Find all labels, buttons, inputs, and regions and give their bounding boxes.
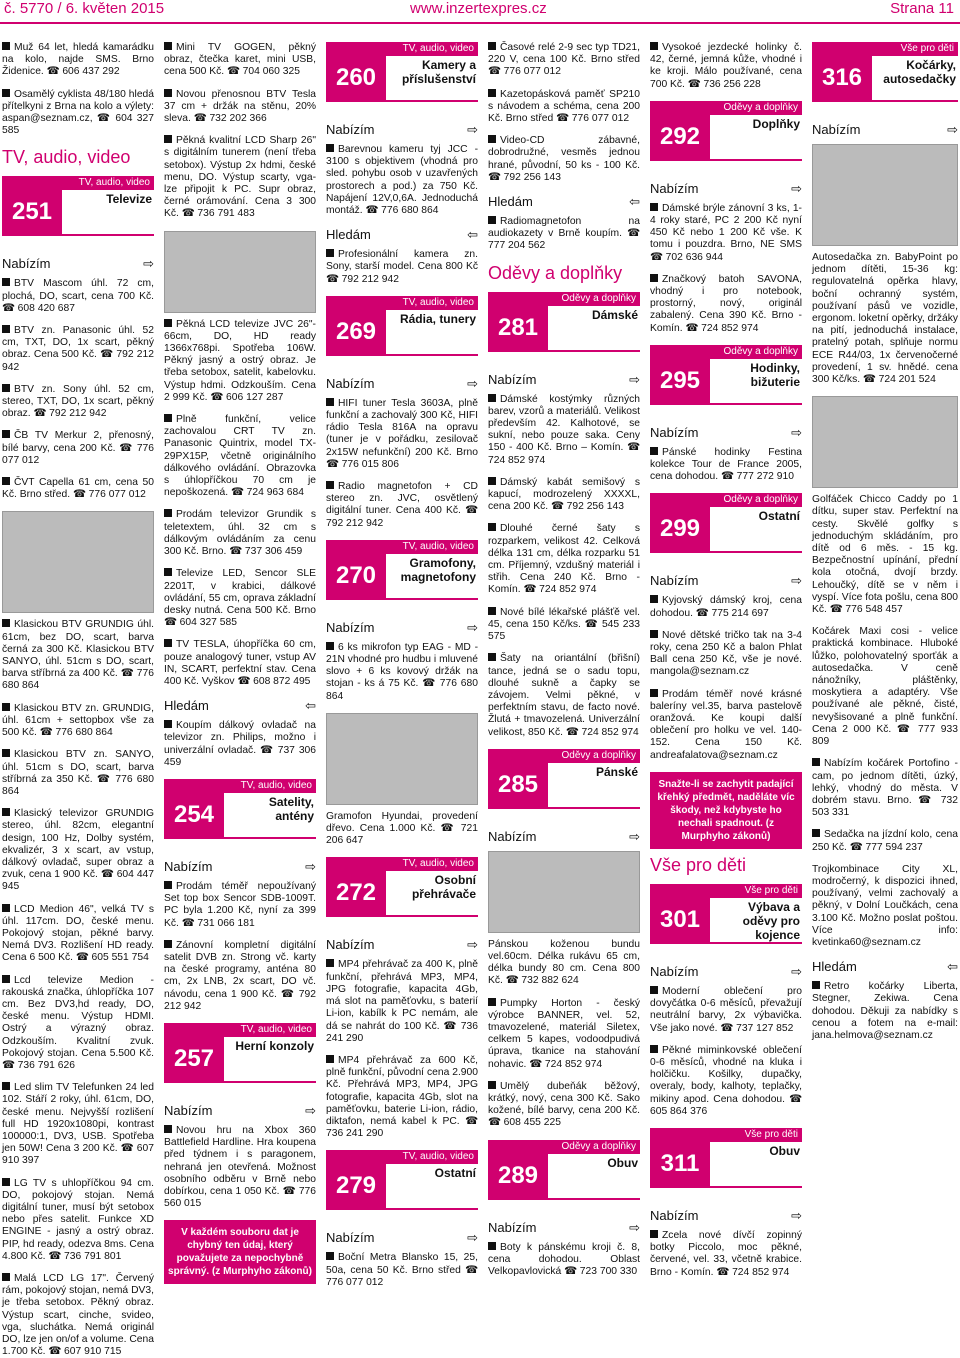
- ad: Klasickou BTV GRUNDIG úhl. 61cm, bez DO, scart, barva černá za 300 Kč. Klasickou BTV SANYO, úhl. 51cm s DO, scart, barva stříbrná za 400 Kč. ☎ 776 680 864: [2, 619, 154, 692]
- ad: Osamělý cyklista 48/180 hledá přítelkyni z Brna na kolo a výlety: aspan@seznam.cz, ☎ 604 327 585: [2, 88, 154, 137]
- ad: Plně funkční, velice zachovalou CRT TV zn. Panasonic Quintrix, model TX-29PX15P, včetně originálního dálkového ovládání. Obrazovka s úhlopříčkou 70 cm je nepoškozená. ☎ 724 963 684: [164, 414, 316, 499]
- offer-label: Nabízím ⇨: [488, 1219, 640, 1235]
- arrow-icon: ⇨: [791, 963, 802, 979]
- ad: ČVT Capella 61 cm, cena 50 Kč. Brno střed. ☎ 776 077 012: [2, 477, 154, 501]
- tv-photo: [164, 231, 316, 313]
- ad: Trojkombinace City XL, modročerný, k dispozici ihned, používaný, velmi zachovalý a pěkný, v Dolní Loučkách, cena 3.100 Kč. Možno poslat poštou. Více info: kvetinka60@seznam.cz: [812, 863, 958, 948]
- arrow-icon: ⇨: [629, 371, 640, 387]
- column-4: [488, 42, 640, 1324]
- ad: Klasický televizor GRUNDIG stereo, úhl. 82cm, elegantní design, 100 Hz, Dolby systém, ekvalizér, 3 x scart, av vstup, dálkový ovladač, super obraz a zvuk, cena 1 900 Kč. ☎ 604 447 945: [2, 808, 154, 893]
- ad: Zánovní kompletní digitální satelit DVB zn. Strong vč. karty na české programy, anténa 80 cm, 2x LNB, 2x scart, DO vč. návodu, cena 1 900 Kč. ☎ 792 212 942: [164, 939, 316, 1012]
- ad: Pěkná kvalitní LCD Sharp 26" s digitálním tunerem (není třeba setobox). Výstup 2x hdmi, české menu, DO. Výstup scarty, vga-lze připojit k PC. Supr obraz, černé orámování. Cena 3 300 Kč. ☎ 736 791 483: [164, 135, 316, 220]
- stroller-photo: [812, 396, 958, 488]
- ad: Video-CD zábavné, dobrodružné, vesměs jednou hrané, původní, 50 ks - 100 Kč. ☎ 792 256 143: [488, 135, 640, 183]
- arrow-icon: ⇨: [791, 424, 802, 440]
- offer-label: Nabízím ⇨: [650, 573, 802, 589]
- issue-label: č. 5770 / 6. květen 2015: [4, 0, 165, 17]
- tv-photo: [2, 511, 154, 613]
- ad: Malá LCD LG 17". Červený rám, pokojový stojan, nemá DV3, je třeba setobox. Pěkný obraz. Výstup scart, cinche, svideo, vga, sluchátka. Nemá originál DO, lze jen on/of a volume. Cena 1.700 Kč. ☎ 607 910 715: [2, 1273, 154, 1358]
- ad: Boty k pánskému kroji č. 8, cena dohodou. Oblast Velkopavlovická ☎ 723 700 330: [488, 1241, 640, 1277]
- offer-label: Nabízím ⇨: [812, 122, 958, 137]
- arrow-icon: ⇨: [629, 1219, 640, 1235]
- rubric-299: Oděvy a doplňky 299 Ostatní: [650, 493, 802, 565]
- arrow-icon: ⇨: [629, 828, 640, 844]
- offer-label: Nabízím ⇨: [326, 619, 478, 635]
- ad: Radio magnetofon + CD stereo zn. JVC, osvětlený digitální tuner. Cena 400 Kč. ☎ 792 212 942: [326, 481, 478, 529]
- seek-label: Hledám ⇦: [164, 698, 316, 714]
- rubric-316: Vše pro děti 316 Kočárky, autosedačky: [812, 42, 958, 114]
- arrow-icon: ⇦: [629, 194, 640, 210]
- ad: Autosedačka zn. BabyPoint po jednom dítěti, 15-36 kg: regulovatelná opěrka hlavy, boční ochranný systém, používaní pásů ve vozidle, ergonom. loketní opěrky, držáky na pití, jednoduchá instalace, pratelný potah, splňuje normu ECE R44/03, 1x červenočerné provedení, 1 sv. hnědé. cena 300 Kč/ks. ☎ 724 201 524: [812, 252, 958, 386]
- arrow-icon: ⇨: [467, 937, 478, 953]
- ad: Radiomagnetofon na audiokazety v Brně koupím. ☎ 777 204 562: [488, 216, 640, 252]
- ad: BTV zn. Panasonic úhl. 52 cm, TXT, DO, 1x scart, pěkný obraz. Cena 500 Kč. ☎ 792 212 942: [2, 325, 154, 373]
- ad: LG TV s uhlopříčkou 94 cm. DO, pokojový stojan. Nemá digitální tuner, musí být setobox nebo přes satelit. Funkce XD ENGINE - jasný a ostrý obraz. PIP, hd ready, odezva 8ms. Cena 4.800 Kč. ☎ 736 791 801: [2, 1177, 154, 1262]
- seek-label: Hledám ⇦: [812, 959, 958, 975]
- page-header: [0, 0, 960, 24]
- arrow-icon: ⇨: [305, 1102, 316, 1118]
- ad: Nové bílé lékařské plášťě vel. 45, cena 150 Kč/ks. ☎ 545 233 575: [488, 606, 640, 643]
- ad: Sedačka na jízdní kolo, cena 250 Kč. ☎ 777 594 237: [812, 829, 958, 853]
- rubric-285: Oděvy a doplňky 285 Pánské: [488, 749, 640, 821]
- rubric-257: TV, audio, video 257 Herní konzoly: [164, 1023, 316, 1095]
- ad: Prodám téměř nové krásné baleríny vel.35, barva pastelově oranžová. Ke koupi další oblečení pro holku ve vel. 140-152. Cena 150 Kč. andreafalatova@seznam.cz: [650, 688, 802, 761]
- offer-label: Nabízím ⇨: [326, 1230, 478, 1246]
- arrow-icon: ⇦: [305, 698, 316, 714]
- rubric-270: TV, audio, video 270 Gramofony, magnetofony: [326, 540, 478, 612]
- column-3: [326, 42, 478, 1324]
- ad: HIFI tuner Tesla 3603A, plně funkční a zachovalý 300 Kč, HIFI rádio Tesla 816A na opravu (tuner je v pořádku, zesilovač 2x15W nefunkční) 200 Kč. Brno ☎ 776 015 806: [326, 397, 478, 470]
- offer-label: Nabízím ⇨: [650, 1207, 802, 1223]
- ad: Novou hru na Xbox 360 Battlefield Hardline. Hra koupena před týdnem i s paragonem, nehraná jen otevřená. Možnost osobního odběru v Brně nebo dobírkou, cena 1 050 Kč. ☎ 776 560 015: [164, 1124, 316, 1210]
- website-label: www.inzertexpres.cz: [410, 0, 547, 17]
- ad: Klasickou BTV zn. GRUNDIG, úhl. 61cm + settopbox vše za 500 Kč. ☎ 776 680 864: [2, 702, 154, 739]
- ad: TV TESLA, úhopříčka 60 cm, pouze analogový tuner, vstup AV IN, SCART, perfektní stav. Cena 400 Kč. Vyškov ☎ 608 872 495: [164, 639, 316, 687]
- arrow-icon: ⇦: [947, 959, 958, 975]
- ad: Klasickou BTV zn. SANYO, úhl. 51cm s DO, scart, barva stříbrná za 350 Kč. ☎ 776 680 864: [2, 749, 154, 797]
- offer-label: Nabízím ⇨: [326, 375, 478, 391]
- rubric-281: Oděvy a doplňky 281 Dámské: [488, 292, 640, 364]
- ad: Pánskou koženou bundu vel.60cm. Délka rukávu 65 cm, délka bundy 80 cm. Cena 800 Kč. ☎ 732 882 624: [488, 938, 640, 987]
- offer-label: Nabízím ⇨: [2, 256, 154, 272]
- ad: MP4 přehrávač za 600 Kč, plně funkční, původní cena 2.900 Kč. Přehrává MP3, MP4, JPG fotografie, kapacita 4Gb, slot na paměťovku, baterie Li-ion, rádio, diktafon, nemá kabel k PC. ☎ 736 241 290: [326, 1054, 478, 1140]
- ad: Časové relé 2-9 sec typ TD21, 220 V, cena 100 Kč. Brno střed ☎ 776 077 012: [488, 42, 640, 78]
- ad: Pánské hodinky Festina kolekce Tour de France 2005, cena dohodou. ☎ 777 272 910: [650, 446, 802, 483]
- ad: Prodám televizor Grundik s teletextem, úhl. 32 cm s dálkovým ovládáním za cenu 300 Kč. Brno. ☎ 737 306 459: [164, 509, 316, 558]
- ad: LCD Medion 46", velká TV s úhl. 117cm. DO, české menu. Pokojový stojan, pěkné barvy. Nemá DV3. Rozlišení HD ready. Cena 6 500 Kč. ☎ 605 551 754: [2, 903, 154, 964]
- rubric-272: TV, audio, video 272 Osobní přehrávače: [326, 857, 478, 929]
- ad: BTV zn. Sony úhl. 52 cm, stereo, TXT, DO, 1x scart, pěkný obraz. ☎ 792 212 942: [2, 383, 154, 420]
- rubric-301: Vše pro děti 301 Výbava a oděvy pro kojence: [650, 884, 802, 956]
- ad: Gramofon Hyundai, provedení dřevo. Cena 1.000 Kč. ☎ 721 206 647: [326, 810, 478, 847]
- arrow-icon: ⇨: [143, 256, 154, 272]
- ad: Dámský kabát semišový s kapucí, modrozelený XXXXL, cena 200 Kč. ☎ 792 256 143: [488, 476, 640, 513]
- rubric-254: TV, audio, video 254 Satelity, antény: [164, 779, 316, 851]
- offer-label: Nabízím ⇨: [488, 371, 640, 387]
- rubric-279: TV, audio, video 279 Ostatní: [326, 1150, 478, 1222]
- offer-label: Nabízím ⇨: [164, 858, 316, 874]
- offer-label: Nabízím ⇨: [164, 1102, 316, 1118]
- ad: Novou přenosnou BTV Tesla 37 cm + držák na stěnu, 20% sleva. ☎ 732 202 366: [164, 88, 316, 125]
- ad: Kazetopásková paměť SP210 s návodem a schéma, cena 200 Kč. Brno střed ☎ 776 077 012: [488, 88, 640, 125]
- ad: Lcd televize Medion - rakouská značka, úhlopříčka 107 cm. Bez DV3,hd ready, DO, české menu. Výstup HDMI. Ostrý a výrazný obraz. Odzkouším. Kvalitní zvuk. Pokojový stojan. Cena 5.500 Kč. ☎ 736 791 626: [2, 974, 154, 1071]
- ad: ČB TV Merkur 2, přenosný, bílé barvy, cena 200 Kč. ☎ 776 077 012: [2, 430, 154, 466]
- ad: Pěkné miminkovské oblečení 0-6 měsíců, vhodné na kluka i holčičku. Košilky, dupačky, overaly, body, kalhoty, teplačky, mikiny apod. Cena dohodou. ☎ 605 864 376: [650, 1044, 802, 1117]
- gramophone-photo: [326, 713, 478, 805]
- ad: Kočárek Maxi cosi - velice praktická kombinace. Hluboké lůžko, polohovatelný sporťák a autosedačka. V ceně nánožníky, pláštěnky, moskytiera a adaptéry. Vše používané ale pěkné, čisté, nevyšisované a plně funkční. Cena 2 000 Kč. ☎ 777 933 809: [812, 626, 958, 748]
- ad: Prodám téměř nepoužívaný Set top box Sencor SDB-1009T. PC byla 1.200 Kč, nyní za 399 Kč. ☎ 731 066 181: [164, 880, 316, 929]
- ad: Retro kočárky Liberta, Stegner, Zekiwa. Cena dohodou. Děkuji za nabídky s cenou a fotem na e-mail: jana.helmova@seznam.cz: [812, 981, 958, 1041]
- column-1: [2, 42, 154, 1358]
- ad: BTV Mascom úhl. 72 cm, plochá, DO, scart, cena 700 Kč. ☎ 608 420 687: [2, 278, 154, 314]
- offer-label: Nabízím ⇨: [488, 828, 640, 844]
- offer-label: Nabízím ⇨: [650, 963, 802, 979]
- ad: Televize LED, Sencor SLE 2201T, v krabici, dálkové ovládání, 55 cm, oprava základní desky nutná. Cena 500 Kč. Brno ☎ 604 327 585: [164, 568, 316, 629]
- arrow-icon: ⇨: [791, 573, 802, 589]
- ad: Mini TV GOGEN, pěkný obraz, čtečka karet, mini USB, cena 500 Kč. ☎ 704 060 325: [164, 42, 316, 78]
- arrow-icon: ⇨: [467, 1230, 478, 1246]
- column-5: [650, 42, 802, 1324]
- ad: Značkový batoh SAVONA, vhodný i pro notebook, prostorný, nový, originál zabalený. Cena 390 Kč. Brno - Komín. ☎ 724 852 974: [650, 273, 802, 334]
- section-title: TV, audio, video: [2, 147, 131, 168]
- murphy-banner: V každém souboru dat je chybný ten údaj, který považujete za nepochybně správný. (z Murphyho zákonů): [164, 1220, 316, 1284]
- ad: Nabízím kočárek Portofino - cam, po jednom dítěti, úzký, lehký, vhodný do města. V dobrém stavu. Brno. ☎ 732 503 331: [812, 758, 958, 819]
- ad: Profesionální kamera zn. Sony, starší model. Cena 800 Kč ☎ 792 212 942: [326, 249, 478, 285]
- section-title: Oděvy a doplňky: [488, 262, 623, 283]
- arrow-icon: ⇨: [467, 619, 478, 635]
- column-6: [812, 42, 958, 1324]
- arrow-icon: ⇨: [467, 375, 478, 391]
- page-number: Strana 11: [890, 0, 954, 17]
- rubric-295: Oděvy a doplňky 295 Hodinky, bižuterie: [650, 345, 802, 417]
- ad: 6 ks mikrofon typ EAG - MD - 21N vhodné pro hudbu i mluvené slovo + 6 ks kovový držák na stojan - ks á 75 Kč. ☎ 776 680 864: [326, 641, 478, 702]
- arrow-icon: ⇦: [467, 227, 478, 243]
- arrow-icon: ⇨: [305, 858, 316, 874]
- ad: Dlouhé černé šaty s rozparkem, velikost 42. Celková délka 131 cm, délka rozparku 51 cm. Příjemný, vzdušný materiál i střih. Cena 240 Kč. Brno - Komín. ☎ 724 852 974: [488, 523, 640, 596]
- rubric-260: TV, audio, video 260 Kamery a příslušenství: [326, 42, 478, 114]
- rubric-289: Oděvy a doplňky 289 Obuv: [488, 1140, 640, 1212]
- ad: Zcela nové dívčí zopinný botky Piccolo, moc pěkné, červené, vel. 33, včetně krabice. Brno - Komín. ☎ 724 852 974: [650, 1229, 802, 1278]
- ad: Golfáček Chicco Caddy po 1 dítku, super stav. Perfektní na cesty. Skvělé golfky s jednoduchým skládáním, pro dítě od 6 měs. - 15 kg. Bezpečnostní upínání, přední kola otočná, dvojí brzdy. Lehoučký, dítě se v něm i vyspí. Více fota pošlu, cena 800 Kč. ☎ 776 548 457: [812, 494, 958, 616]
- section-title: Vše pro děti: [650, 854, 747, 875]
- ad: Nové dětské tričko tak na 3-4 roky, cena 250 Kč a balon Phlat Ball cena 250 Kč, vše je nové. mangola@seznam.cz: [650, 629, 802, 678]
- ad: Led slim TV Telefunken 24 led 102. Stáří 2 roky, úhl. 61cm, DO, české menu. Nejvyšší rozlišení full HD 1920x1080pi, kontrast 100000:1, DV3, USB. Spotřeba jen 50W! Cena 3 200 Kč. ☎ 607 910 397: [2, 1082, 154, 1167]
- ad: Dámské kostýmky různých barev, vzorů a materiálů. Velikost především 42. Kalhotové, se sukní, nebo pouze saka. Ceny 150 - 400 Kč. Brno – Komín. ☎ 724 852 974: [488, 393, 640, 466]
- murphy-banner: Snažte-li se zachytit padající křehký předmět, naděláte víc škody, než kdybyste ho nechali spadnout. (z Murphyho zákonů): [650, 772, 802, 849]
- offer-label: Nabízím ⇨: [650, 424, 802, 440]
- arrow-icon: ⇨: [467, 122, 478, 137]
- ad: Moderní oblečení pro dovyčátka 0-6 měsíců, převažují neutrální barvy, 2x výbavička. Vše jako nové. ☎ 737 127 852: [650, 985, 802, 1034]
- ad: Pumpky Horton - český výrobce BANNER, vel. 52, tmavozelené, materiál Siletex, celkem 5 kapes, vodoodpudivá úprava, tkanice na stahování nohavic. ☎ 724 852 974: [488, 997, 640, 1070]
- arrow-icon: ⇨: [791, 1207, 802, 1223]
- offer-label: Nabízím ⇨: [326, 937, 478, 953]
- arrow-icon: ⇨: [947, 122, 958, 137]
- ad: Barevnou kameru tyj JCC - 3100 s objektivem (vhodná pro sled. pohybu osob v uzavřených prostorech a pod.) za 750 Kč. Napájení 12V,0,6A. Jednoduchá montáž. ☎ 776 680 864: [326, 144, 478, 217]
- ad: Pěkná LCD televize JVC 26"- 66cm, DO, HD ready 1366x768pi. Spotřeba 106W. Pěkný jasný a ostrý obraz. Je třeba setobox, satelit, kabelovku. Výstup hdmi. Odzkouším. Cena 2 999 Kč. ☎ 606 127 287: [164, 318, 316, 403]
- seek-label: Hledám ⇦: [326, 227, 478, 243]
- ad: Šaty na oriantální (břišní) tance, jedná se o sadu topu, dlouhé sukně a čapky se závojem. Velmi pěkné, v perfektním stavu, de facto nové. Žlutá + tmavozelená. Univerzální velikost, 850 Kč. ☎ 724 852 974: [488, 653, 640, 738]
- ad: Umělý dubeňák běžový, krátký, nový, cena 300 Kč. Sako kožené, bílé barvy, cena 200 Kč. ☎ 608 455 225: [488, 1080, 640, 1129]
- rubric-251: TV, audio, video 251 Televize: [2, 176, 154, 248]
- offer-label: Nabízím ⇨: [650, 180, 802, 196]
- ad: Dámské brýle zánovní 3 ks, 1-4 roky staré, PC 2 200 Kč nyní 450 Kč nebo 1 200 Kč vše. K tomu i pouzdra. Brno, NE SMS ☎ 702 636 944: [650, 202, 802, 263]
- arrow-icon: ⇨: [791, 180, 802, 196]
- car-seat-photo: [812, 144, 958, 246]
- ad: Muž 64 let, hledá kamarádku na kolo, najde SMS. Brno Židenice. ☎ 606 437 292: [2, 42, 154, 78]
- rubric-311: Vše pro děti 311 Obuv: [650, 1128, 802, 1200]
- ad: MP4 přehrávač za 400 K, plně funkční, přehrává MP3, MP4, JPG fotografie, kapacita 4Gb, má slot na paměťovku, s baterií Li-ion, kabílk k PC nemám, ale dá se nahrát do 100 Kč. ☎ 736 241 290: [326, 959, 478, 1044]
- offer-label: Nabízím ⇨: [326, 122, 478, 137]
- ad: Vysokoé jezdecké holinky č. 42, černé, jemná kůže, vhodné i ke kroji. Málo používané, cena 700 Kč. ☎ 736 256 228: [650, 42, 802, 90]
- ad: Boční Metra Blansko 15, 25, 50a, cena 50 Kč. Brno střed ☎ 776 077 012: [326, 1252, 478, 1288]
- jacket-photo: [488, 851, 640, 933]
- rubric-269: TV, audio, video 269 Rádia, tunery: [326, 296, 478, 368]
- column-2: [164, 42, 316, 1324]
- ad: Koupím dálkový ovladač na televizor zn. Philips, možno i univerzální ovladač. ☎ 737 306 459: [164, 720, 316, 768]
- seek-label: Hledám ⇦: [488, 194, 640, 210]
- rubric-292: Oděvy a doplňky 292 Doplňky: [650, 101, 802, 173]
- ad: Kyjovský dámský kroj, cena dohodou. ☎ 775 214 697: [650, 595, 802, 619]
